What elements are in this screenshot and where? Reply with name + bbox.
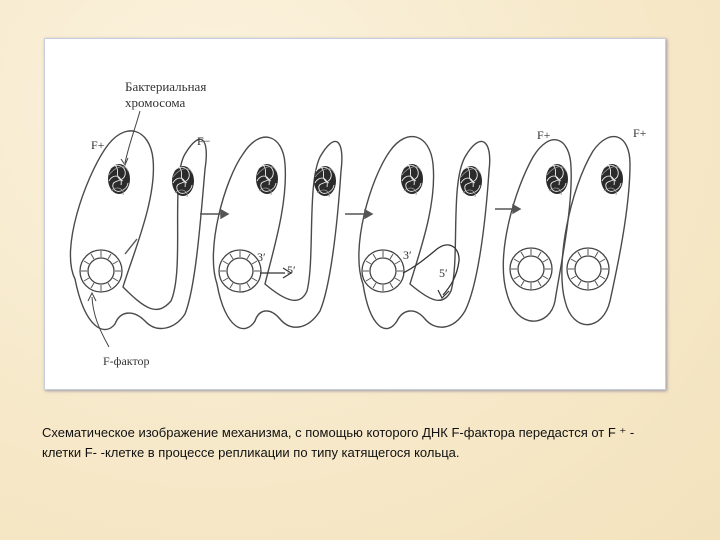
f-factor-pointer [92, 297, 109, 347]
three-prime-label-3: 3′ [403, 248, 412, 262]
chromosome-4 [314, 166, 336, 197]
f-minus-label: F− [197, 134, 211, 148]
f-factor-plasmid-1 [80, 250, 122, 292]
f-plus-label: F+ [91, 138, 105, 152]
five-prime-label-3: 5′ [439, 266, 448, 280]
chromosome-1 [108, 164, 130, 195]
caption-line-1: Схематическое изображение механизма, с помощью которого ДНК F-фактора передастся от F ⁺ - [42, 425, 635, 440]
chromosome-2 [172, 166, 194, 197]
five-prime-label-2: 5′ [287, 263, 296, 277]
chromosome-3 [256, 164, 278, 195]
f-factor-plasmid-5 [567, 248, 609, 290]
arrow-stage-1-2 [200, 210, 228, 218]
caption-line-2: клетки F- -клетке в процессе репликации по типу катящегося кольца. [42, 445, 460, 460]
stage-1-cells [70, 131, 206, 330]
three-prime-label-2: 3′ [257, 250, 266, 264]
chromosome-pointer [125, 111, 140, 163]
f-factor-label: F-фактор [103, 354, 150, 368]
f-plus-label-final-right: F+ [633, 126, 647, 140]
f-factor-plasmid-2 [219, 250, 261, 292]
chromosome-7 [546, 164, 568, 195]
figure-caption [42, 423, 702, 463]
f-plus-label-final-left: F+ [537, 128, 551, 142]
chromosome-label-line2: хромосома [125, 95, 186, 110]
arrow-stage-2-3 [345, 210, 372, 218]
f-factor-plasmid-3 [362, 250, 404, 292]
stage-3-cells [359, 137, 490, 329]
chromosome-6 [460, 166, 482, 197]
arrow-stage-3-4 [495, 205, 520, 213]
chromosome-8 [601, 164, 623, 195]
diagram-figure [44, 38, 666, 390]
stage-2-cells [213, 137, 342, 328]
chromosome-label-line1: Бактериальная [125, 79, 207, 94]
chromosome-5 [401, 164, 423, 195]
f-factor-plasmid-4 [510, 248, 552, 290]
